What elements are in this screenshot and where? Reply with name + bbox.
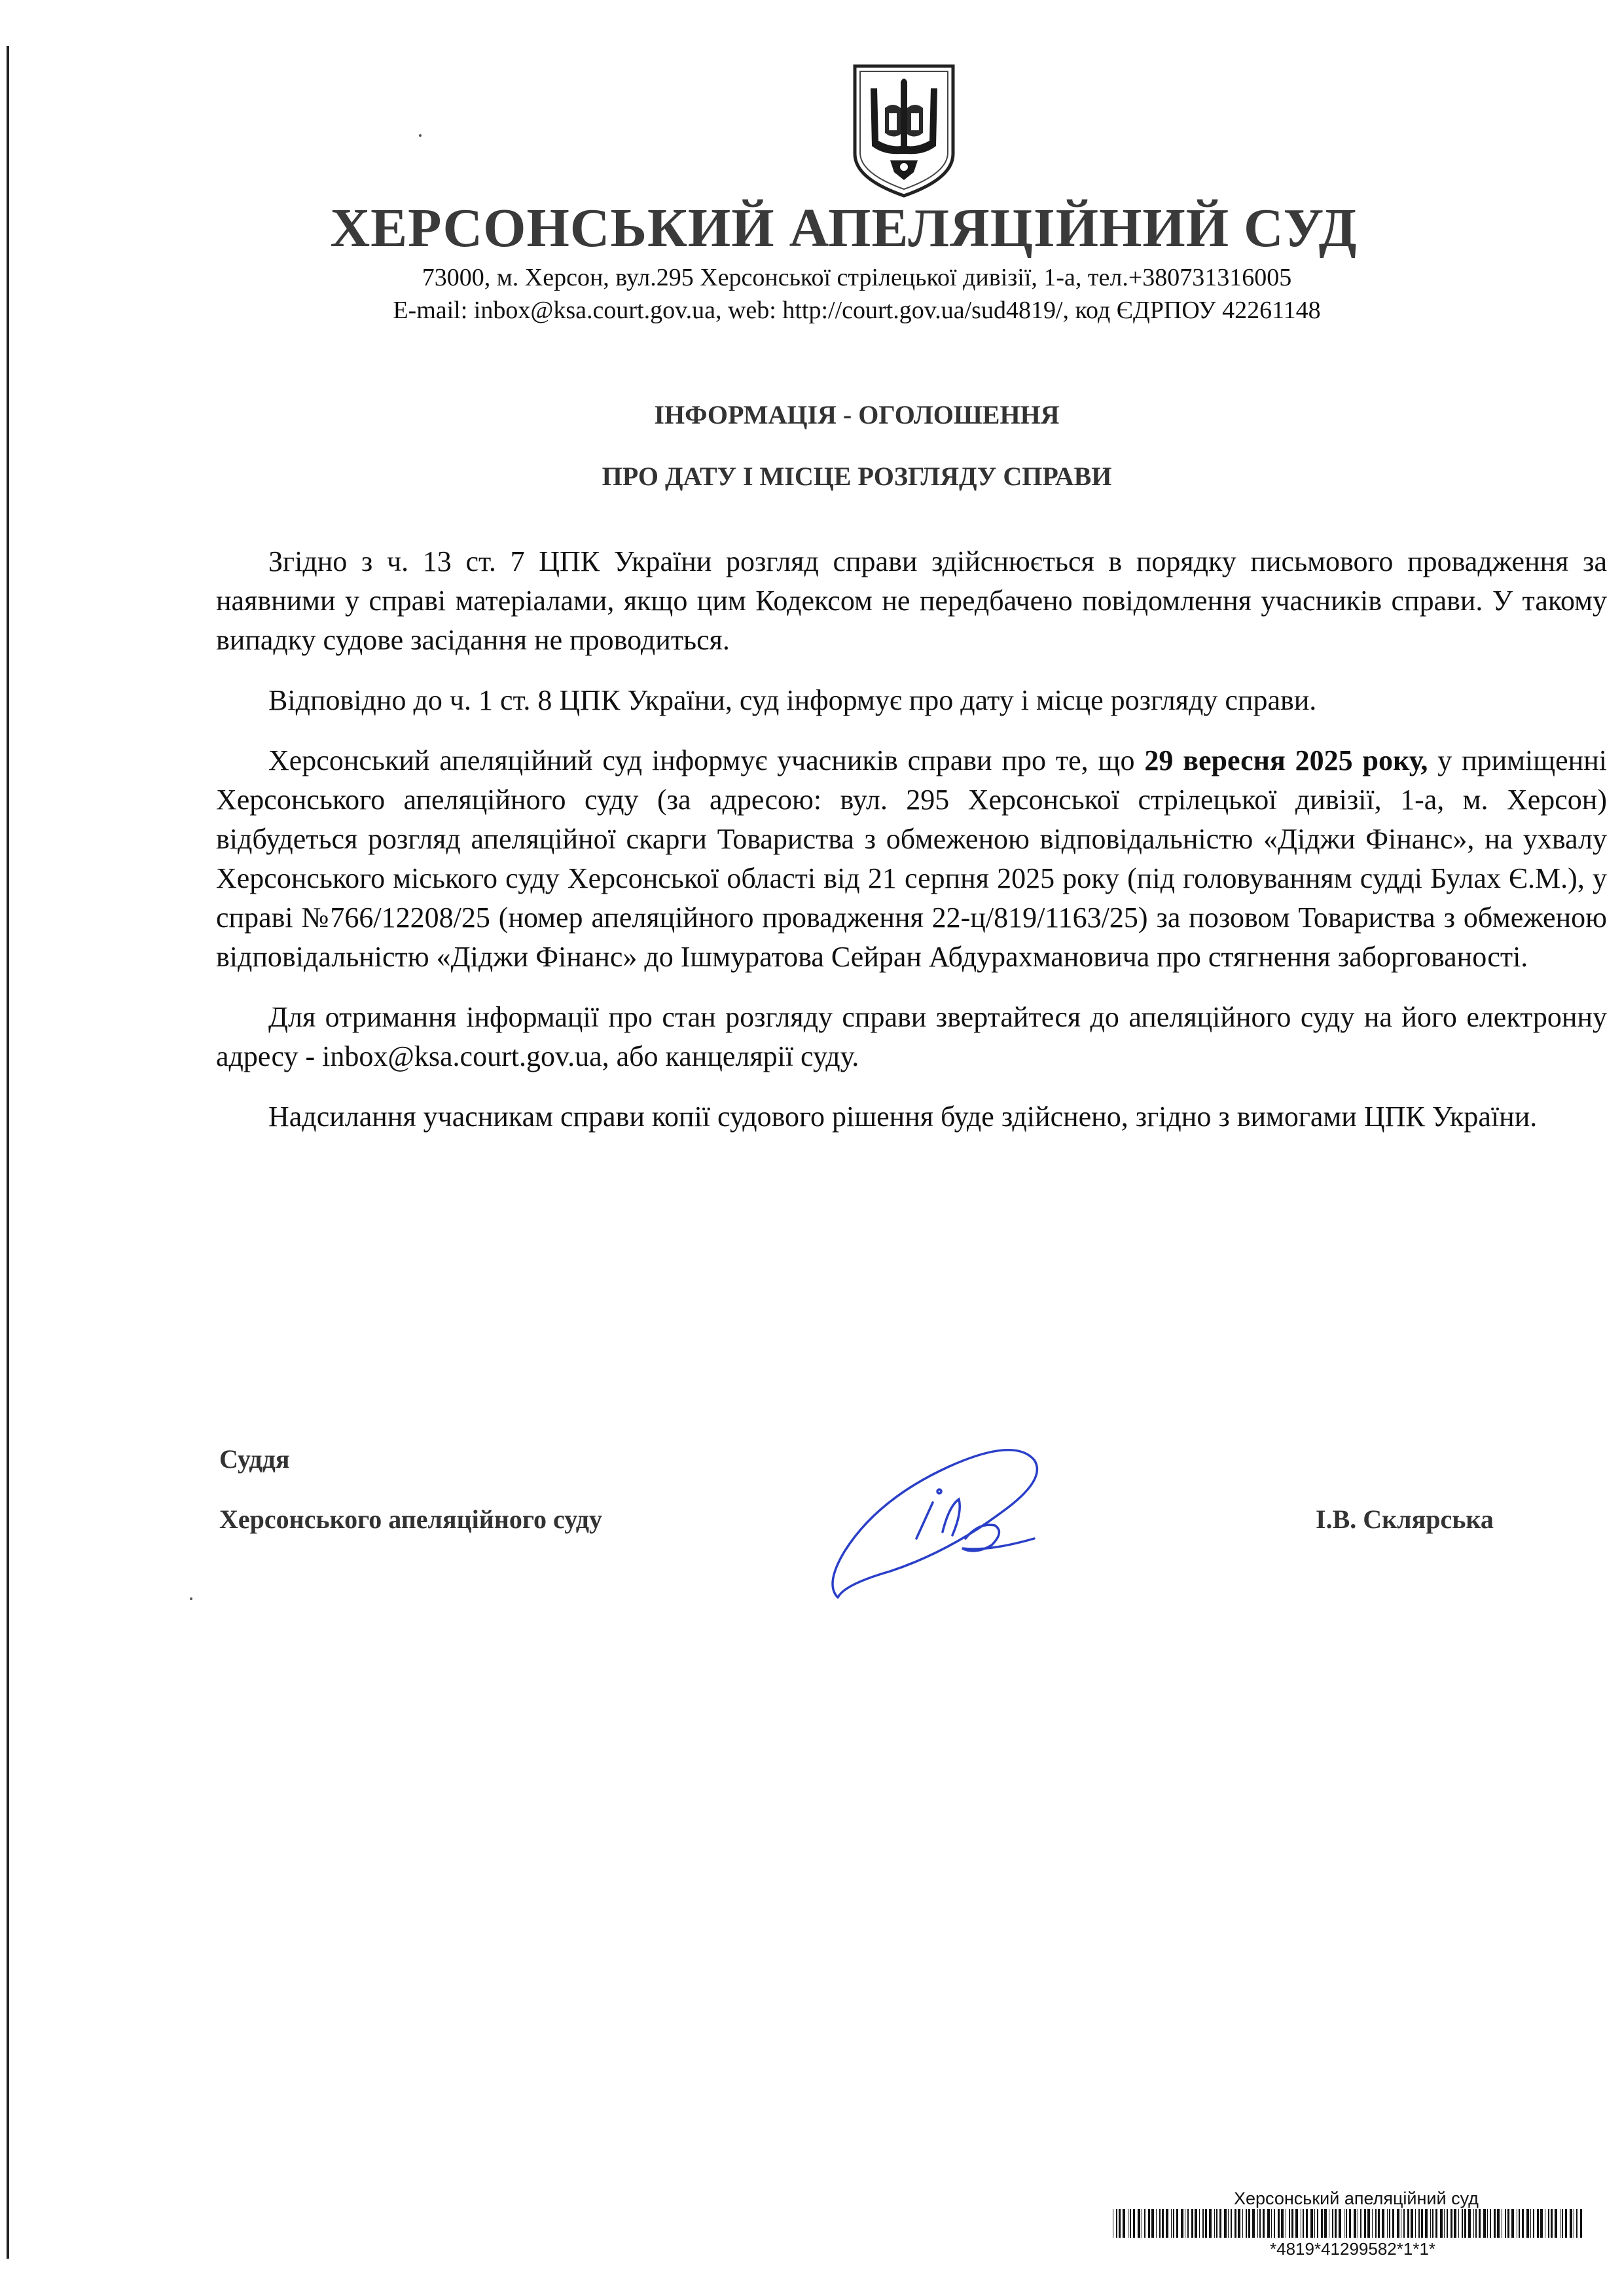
court-contacts: E-mail: inbox@ksa.court.gov.ua, web: http://court.gov.ua/sud4819/, код ЄДРПОУ 42261148	[393, 297, 1321, 324]
scan-speck	[190, 1597, 192, 1600]
signatory-role: Суддя	[219, 1444, 290, 1474]
ukraine-trident-icon	[851, 62, 957, 200]
scan-edge-line	[7, 46, 9, 2259]
footer-court-name: Херсонський апеляційний суд	[1234, 2189, 1479, 2208]
paragraph-decision-copy: Надсилання учасникам справи копії судового рішення буде здійснено, згідно з вимогами ЦПК України.	[268, 1101, 1538, 1133]
signatory-court: Херсонського апеляційного суду	[219, 1504, 602, 1534]
document-barcode	[1113, 2209, 1584, 2238]
paragraph-notice: Відповідно до ч. 1 ст. 8 ЦПК України, суд інформує про дату і місце розгляду справи.	[268, 684, 1317, 716]
hearing-date: 29 вересня 2025 року,	[1144, 744, 1428, 776]
court-address: 73000, м. Херсон, вул.295 Херсонської стрілецької дивізії, 1-а, тел.+380731316005	[422, 264, 1292, 291]
court-name: ХЕРСОНСЬКИЙ АПЕЛЯЦІЙНИЙ СУД	[330, 198, 1358, 259]
document-title: ІНФОРМАЦІЯ - ОГОЛОШЕННЯ	[654, 400, 1060, 429]
scan-speck	[419, 134, 422, 137]
signatory-name: І.В. Склярська	[1316, 1504, 1494, 1534]
paragraph-hearing	[216, 741, 1607, 977]
handwritten-signature	[818, 1440, 1054, 1611]
document-body	[216, 542, 1607, 1157]
paragraph-procedure: Згідно з ч. 13 ст. 7 ЦПК України розгляд справи здійснюється в порядку письмового провадження за наявними у справі матеріалами, якщо цим Кодексом не передбачено повідомлення учасників справи. У такому випадку судове засідання не проводиться.	[216, 545, 1607, 656]
hearing-text-after: у приміщенні Херсонського апеляційного суду (за адресою: вул. 295 Херсонської стрілецької дивізії, 1-а, м. Херсон) відбудеться розгляд апеляційної скарги Товариства з обмеженою відповідальністю «Діджи Фінанс», на ухвалу Херсонського міського суду Херсонської області від 21 серпня 2025 року (під головуванням судді Булах Є.М.), у справі №766/12208/25 (номер апеляційного провадження 22-ц/819/1163/25) за позовом Товариства з обмеженою відповідальністю «Діджи Фінанс» до Ішмуратова Сейран Абдурахмановича про стягнення заборгованості.	[216, 744, 1608, 973]
hearing-text-before: Херсонський апеляційний суд інформує учасників справи про те, що	[268, 744, 1145, 776]
footer-document-code: *4819*41299582*1*1*	[1270, 2239, 1436, 2259]
paragraph-contact: Для отримання інформації про стан розгляду справи звертайтеся до апеляційного суду на його електронну адресу - inbox@ksa.court.gov.ua, або канцелярії суду.	[216, 1001, 1607, 1072]
document-subtitle: ПРО ДАТУ І МІСЦЕ РОЗГЛЯДУ СПРАВИ	[602, 462, 1112, 491]
